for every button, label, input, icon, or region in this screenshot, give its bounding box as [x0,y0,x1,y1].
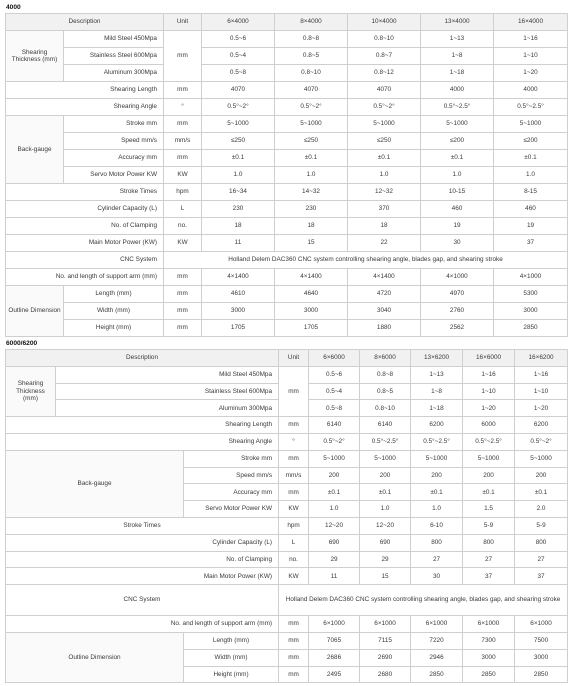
value-cell: 22 [348,235,421,252]
value-cell: 15 [360,568,411,585]
value-cell: 37 [494,235,568,252]
cnc-system-value: Holland Delem DAC360 CNC system controlling shearing angle, blades gap, and shearing stroke [279,585,568,616]
value-cell: ±0.1 [275,150,348,167]
section-title-6000-6200: 6000/6200 [6,340,38,347]
header-row [6,350,568,367]
value-cell: 200 [360,467,411,484]
value-cell: 4×1400 [275,269,348,286]
value-cell: 5~1000 [463,450,515,467]
value-cell: 0.8~8 [275,31,348,48]
group-label-shearing-thickness: Shearing Thickness (mm) [6,31,64,82]
value-cell: 800 [411,534,463,551]
unit-cell: KW [164,167,202,184]
unit-cell: mm/s [279,467,309,484]
table-row [6,48,568,65]
value-cell: 5300 [494,286,568,303]
row-label-cnc-system: CNC System [6,252,164,269]
header-unit: Unit [164,14,202,31]
header-unit: Unit [279,350,309,367]
value-cell: 0.8~10 [348,31,421,48]
value-cell: 0.8~5 [360,383,411,400]
value-cell: 0.5~6 [202,31,275,48]
row-label-cylinder-capacity: Cylinder Capacity (L) [6,534,279,551]
model-header: 13×6200 [411,350,463,367]
value-cell: 30 [421,235,494,252]
value-cell: 12~20 [309,517,360,534]
unit-cell: L [279,534,309,551]
value-cell: 3000 [202,303,275,320]
value-cell: 1705 [202,320,275,337]
model-header: 8×6000 [360,350,411,367]
value-cell: 10-15 [421,184,494,201]
row-label: Speed mm/s [184,467,279,484]
value-cell: 6×1000 [463,616,515,633]
value-cell: 5-9 [515,517,568,534]
value-cell: 18 [202,218,275,235]
value-cell: ±0.1 [309,484,360,501]
model-header: 6×4000 [202,14,275,31]
value-cell: 0.5~6 [309,366,360,383]
value-cell: 5-9 [463,517,515,534]
value-cell: 1~20 [463,400,515,417]
table-row [6,616,568,633]
value-cell: 4×1400 [202,269,275,286]
value-cell: 0.5~8 [202,65,275,82]
value-cell: 1.0 [202,167,275,184]
table-row [6,65,568,82]
value-cell: 200 [309,467,360,484]
row-label-shearing-angle: Shearing Angle [6,99,164,116]
value-cell: 7065 [309,632,360,649]
value-cell: 1.5 [463,501,515,518]
table-row [6,320,568,337]
value-cell: 4000 [494,82,568,99]
model-header: 8×4000 [275,14,348,31]
value-cell: 3000 [494,303,568,320]
row-label-clamping: No. of Clamping [6,218,164,235]
value-cell: 690 [309,534,360,551]
row-label: Length (mm) [64,286,164,303]
value-cell: 12~20 [360,517,411,534]
value-cell: 5~1000 [360,450,411,467]
unit-cell: mm [279,366,309,416]
value-cell: 5~1000 [309,450,360,467]
value-cell: ±0.1 [360,484,411,501]
value-cell: 5~1000 [494,116,568,133]
value-cell: 6×1000 [411,616,463,633]
value-cell: 1.0 [348,167,421,184]
value-cell: 3040 [348,303,421,320]
row-label-clamping: No. of Clamping [6,551,279,568]
value-cell: 4720 [348,286,421,303]
value-cell: 6140 [360,417,411,434]
value-cell: 5~1000 [421,116,494,133]
unit-cell: L [164,201,202,218]
value-cell: 8-15 [494,184,568,201]
value-cell: 4970 [421,286,494,303]
value-cell: 1~10 [515,383,568,400]
value-cell: 1~16 [515,366,568,383]
value-cell: ±0.1 [421,150,494,167]
value-cell: 7300 [463,632,515,649]
value-cell: 460 [494,201,568,218]
value-cell: 6×1000 [515,616,568,633]
value-cell: 4070 [348,82,421,99]
group-label-backgauge: Back-gauge [6,116,64,184]
value-cell: 1~13 [421,31,494,48]
value-cell: 4610 [202,286,275,303]
value-cell: 2850 [463,666,515,683]
row-label-support-arm: No. and length of support arm (mm) [6,269,164,286]
table-row [6,517,568,534]
model-header: 16×6000 [463,350,515,367]
value-cell: 800 [515,534,568,551]
value-cell: 2850 [494,320,568,337]
value-cell: ±0.1 [348,150,421,167]
group-label-outline-dimension: Outline Dimension [6,632,184,682]
model-header: 16×4000 [494,14,568,31]
unit-cell: mm [164,320,202,337]
spec-table-6000-6200 [5,349,568,683]
value-cell: 3000 [275,303,348,320]
row-label-main-motor: Main Motor Power (KW) [6,235,164,252]
value-cell: 19 [494,218,568,235]
value-cell: 4000 [421,82,494,99]
value-cell: 1.0 [275,167,348,184]
value-cell: 0.5°~2° [348,99,421,116]
value-cell: 1.0 [411,501,463,518]
unit-cell: mm [279,484,309,501]
row-label: Mild Steel 450Mpa [56,366,279,383]
row-label: Height (mm) [64,320,164,337]
unit-cell: mm [164,150,202,167]
spec-table-4000 [5,13,568,337]
table-row [6,417,568,434]
row-label-stroke-times: Stroke Times [6,184,164,201]
row-label: Width (mm) [184,649,279,666]
unit-cell: mm [164,82,202,99]
unit-cell: mm [164,116,202,133]
row-label: Stroke mm [64,116,164,133]
value-cell: 0.8~12 [348,65,421,82]
unit-cell: mm [279,450,309,467]
group-label-outline-dimension: Outline Dimension [6,286,64,337]
unit-cell: mm [279,417,309,434]
value-cell: 3000 [515,649,568,666]
unit-cell: mm [279,649,309,666]
unit-cell: mm [279,666,309,683]
row-label-support-arm: No. and length of support arm (mm) [6,616,279,633]
value-cell: ≤200 [494,133,568,150]
value-cell: 11 [202,235,275,252]
table-row [6,184,568,201]
table-row [6,585,568,616]
value-cell: 4×1000 [421,269,494,286]
value-cell: 4070 [202,82,275,99]
value-cell: 0.5°~2° [515,433,568,450]
row-label: Stainless Steel 600Mpa [64,48,164,65]
row-label: Speed mm/s [64,133,164,150]
value-cell: 0.5°~2° [309,433,360,450]
value-cell: ±0.1 [463,484,515,501]
value-cell: 0.8~10 [275,65,348,82]
group-label-shearing-thickness: Shearing Thickness (mm) [6,366,56,416]
value-cell: 200 [411,467,463,484]
group-label-backgauge: Back-gauge [6,450,184,517]
row-label: Accuracy mm [184,484,279,501]
value-cell: 6×1000 [360,616,411,633]
value-cell: 2760 [421,303,494,320]
value-cell: 6200 [411,417,463,434]
value-cell: ±0.1 [515,484,568,501]
value-cell: 1~8 [421,48,494,65]
value-cell: 0.5°~2.5° [494,99,568,116]
value-cell: ≤250 [202,133,275,150]
table-row [6,534,568,551]
value-cell: 2686 [309,649,360,666]
value-cell: 370 [348,201,421,218]
value-cell: 2.0 [515,501,568,518]
value-cell: 4×1400 [348,269,421,286]
value-cell: 11 [309,568,360,585]
value-cell: 0.8~7 [348,48,421,65]
value-cell: 230 [275,201,348,218]
value-cell: ≤250 [275,133,348,150]
value-cell: 37 [463,568,515,585]
table-row [6,286,568,303]
value-cell: 6000 [463,417,515,434]
row-label-main-motor: Main Motor Power (KW) [6,568,279,585]
value-cell: 4640 [275,286,348,303]
value-cell: 1~8 [411,383,463,400]
value-cell: 1~20 [494,65,568,82]
unit-cell: no. [279,551,309,568]
table-row [6,201,568,218]
table-row [6,31,568,48]
table-row [6,568,568,585]
unit-cell: no. [164,218,202,235]
header-row [6,14,568,31]
row-label-shearing-length: Shearing Length [6,82,164,99]
row-label: Mild Steel 450Mpa [64,31,164,48]
value-cell: 1~16 [494,31,568,48]
row-label: Width (mm) [64,303,164,320]
row-label: Accuracy mm [64,150,164,167]
value-cell: 5~1000 [515,450,568,467]
table-row [6,82,568,99]
value-cell: 19 [421,218,494,235]
unit-cell: KW [279,568,309,585]
model-header: 16×6200 [515,350,568,367]
value-cell: 0.5°~2° [275,99,348,116]
table-row [6,167,568,184]
value-cell: 460 [421,201,494,218]
value-cell: 27 [411,551,463,568]
row-label: Servo Motor Power KW [184,501,279,518]
table-row [6,150,568,167]
value-cell: 1~16 [463,366,515,383]
row-label-shearing-angle: Shearing Angle [6,433,279,450]
header-description: Description [6,350,279,367]
value-cell: 4×1000 [494,269,568,286]
value-cell: 27 [463,551,515,568]
value-cell: 29 [360,551,411,568]
value-cell: 0.5°~2.5° [360,433,411,450]
value-cell: 200 [515,467,568,484]
value-cell: 0.8~5 [275,48,348,65]
value-cell: 4070 [275,82,348,99]
value-cell: 1~18 [421,65,494,82]
value-cell: 1~13 [411,366,463,383]
table-row [6,252,568,269]
value-cell: 0.8~10 [360,400,411,417]
model-header: 13×4000 [421,14,494,31]
row-label: Height (mm) [184,666,279,683]
value-cell: 1~18 [411,400,463,417]
value-cell: 0.5°~2.5° [463,433,515,450]
unit-cell: mm/s [164,133,202,150]
value-cell: 18 [275,218,348,235]
row-label-cnc-system: CNC System [6,585,279,616]
value-cell: 7500 [515,632,568,649]
unit-cell: hpm [279,517,309,534]
value-cell: 0.5°~2.5° [411,433,463,450]
unit-cell: mm [279,616,309,633]
table-row [6,235,568,252]
value-cell: 200 [463,467,515,484]
unit-cell: KW [279,501,309,518]
value-cell: 5~1000 [202,116,275,133]
value-cell: 7220 [411,632,463,649]
value-cell: 12~32 [348,184,421,201]
value-cell: ±0.1 [202,150,275,167]
unit-cell: mm [279,632,309,649]
table-row [6,99,568,116]
value-cell: 5~1000 [348,116,421,133]
row-label: Stainless Steel 600Mpa [56,383,279,400]
value-cell: 1~10 [494,48,568,65]
row-label: Aluminum 300Mpa [64,65,164,82]
value-cell: 1.0 [494,167,568,184]
value-cell: 29 [309,551,360,568]
unit-cell: mm [164,31,202,82]
table-row [6,116,568,133]
row-label: Length (mm) [184,632,279,649]
table-row [6,551,568,568]
table-row [6,433,568,450]
table-row [6,133,568,150]
table-row [6,450,568,467]
value-cell: 16~34 [202,184,275,201]
unit-cell: ° [279,433,309,450]
value-cell: 2680 [360,666,411,683]
row-label: Aluminum 300Mpa [56,400,279,417]
value-cell: 6-10 [411,517,463,534]
unit-cell: ° [164,99,202,116]
value-cell: 0.5~8 [309,400,360,417]
value-cell: 3000 [463,649,515,666]
unit-cell: mm [164,269,202,286]
table-row [6,632,568,649]
cnc-system-value: Holland Delem DAC360 CNC system controlling shearing angle, blades gap, and shearing stroke [164,252,568,269]
value-cell: 15 [275,235,348,252]
row-label-shearing-length: Shearing Length [6,417,279,434]
value-cell: 2946 [411,649,463,666]
section-title-4000: 4000 [6,4,21,11]
value-cell: 6140 [309,417,360,434]
value-cell: 37 [515,568,568,585]
value-cell: 0.8~8 [360,366,411,383]
table-row [6,303,568,320]
row-label-stroke-times: Stroke Times [6,517,279,534]
value-cell: 1705 [275,320,348,337]
value-cell: 2850 [515,666,568,683]
value-cell: 6×1000 [309,616,360,633]
value-cell: 690 [360,534,411,551]
value-cell: ±0.1 [494,150,568,167]
unit-cell: hpm [164,184,202,201]
unit-cell: KW [164,235,202,252]
value-cell: 0.5°~2° [202,99,275,116]
value-cell: 18 [348,218,421,235]
value-cell: 1.0 [421,167,494,184]
value-cell: 14~32 [275,184,348,201]
value-cell: 7115 [360,632,411,649]
value-cell: 230 [202,201,275,218]
value-cell: 1.0 [360,501,411,518]
table-row [6,269,568,286]
value-cell: 1.0 [309,501,360,518]
value-cell: 27 [515,551,568,568]
value-cell: 6200 [515,417,568,434]
row-label-cylinder-capacity: Cylinder Capacity (L) [6,201,164,218]
value-cell: 2562 [421,320,494,337]
model-header: 6×6000 [309,350,360,367]
table-row [6,218,568,235]
value-cell: ≤200 [421,133,494,150]
value-cell: 5~1000 [411,450,463,467]
value-cell: 2850 [411,666,463,683]
value-cell: 1~10 [463,383,515,400]
header-description: Description [6,14,164,31]
value-cell: 2690 [360,649,411,666]
unit-cell: mm [164,303,202,320]
table-row [6,366,568,383]
value-cell: 5~1000 [275,116,348,133]
value-cell: 0.5~4 [309,383,360,400]
row-label: Servo Motor Power KW [64,167,164,184]
model-header: 10×4000 [348,14,421,31]
value-cell: 800 [463,534,515,551]
value-cell: 30 [411,568,463,585]
value-cell: 2495 [309,666,360,683]
value-cell: ±0.1 [411,484,463,501]
row-label: Stroke mm [184,450,279,467]
value-cell: 1~20 [515,400,568,417]
value-cell: ≤250 [348,133,421,150]
value-cell: 1880 [348,320,421,337]
value-cell: 0.5°~2.5° [421,99,494,116]
value-cell: 0.5~4 [202,48,275,65]
unit-cell: mm [164,286,202,303]
